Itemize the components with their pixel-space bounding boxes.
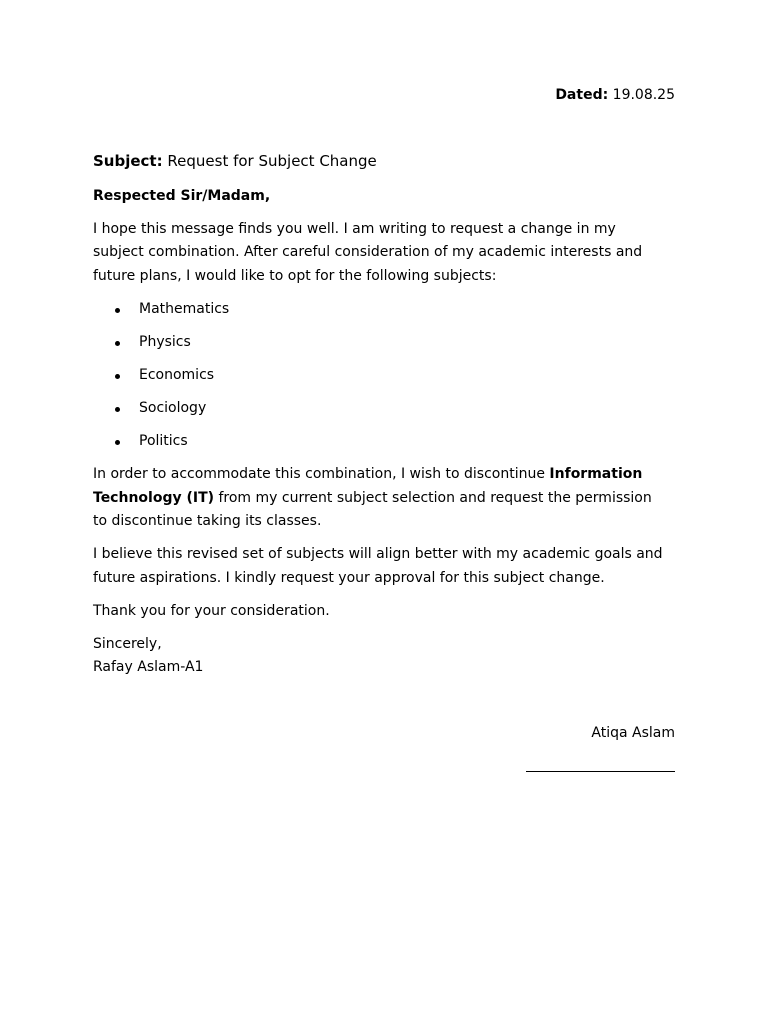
- date-label: Dated:: [555, 87, 609, 103]
- discontinue-line-3: to discontinue taking its classes.: [93, 513, 322, 529]
- thanks-line: Thank you for your consideration.: [93, 603, 330, 619]
- closing: Sincerely,: [93, 636, 162, 652]
- belief-line-2: future aspirations. I kindly request your approval for this subject change.: [93, 570, 605, 586]
- date-line: [555, 87, 675, 104]
- subject-list-item: Economics: [139, 367, 215, 383]
- subject-list-item: Mathematics: [139, 301, 230, 317]
- bullet-icon: [115, 374, 120, 379]
- date-value: 19.08.25: [612, 87, 675, 103]
- subject-list-item: Sociology: [139, 400, 207, 416]
- bullet-icon: [115, 341, 120, 346]
- subject-label: Subject:: [93, 152, 163, 170]
- discontinue-subject-part-2: Technology (IT): [93, 490, 215, 506]
- subject-list-item: Physics: [139, 334, 191, 350]
- salutation: Respected Sir/Madam,: [93, 188, 271, 204]
- discontinue-subject-part-1: Information: [549, 466, 643, 482]
- subject-line: [93, 152, 377, 170]
- intro-line-3: future plans, I would like to opt for the following subjects:: [93, 268, 497, 284]
- discontinue-text: In order to accommodate this combination, I wish to discontinue: [93, 466, 550, 482]
- subject-value: Request for Subject Change: [167, 152, 377, 170]
- discontinue-line-1: [93, 466, 642, 483]
- belief-line-1: I believe this revised set of subjects will align better with my academic goals and: [93, 546, 663, 562]
- intro-line-2: subject combination. After careful consideration of my academic interests and: [93, 244, 643, 260]
- bullet-icon: [115, 407, 120, 412]
- bullet-icon: [115, 308, 120, 313]
- bullet-icon: [115, 440, 120, 445]
- discontinue-text: from my current subject selection and request the permission: [214, 490, 652, 506]
- discontinue-line-2: [93, 490, 652, 507]
- sender-name: Rafay Aslam-A1: [93, 659, 204, 675]
- signature-line: [526, 771, 675, 772]
- intro-line-1: I hope this message finds you well. I am writing to request a change in my: [93, 221, 616, 237]
- subject-list-item: Politics: [139, 433, 188, 449]
- signatory-name: Atiqa Aslam: [591, 725, 675, 741]
